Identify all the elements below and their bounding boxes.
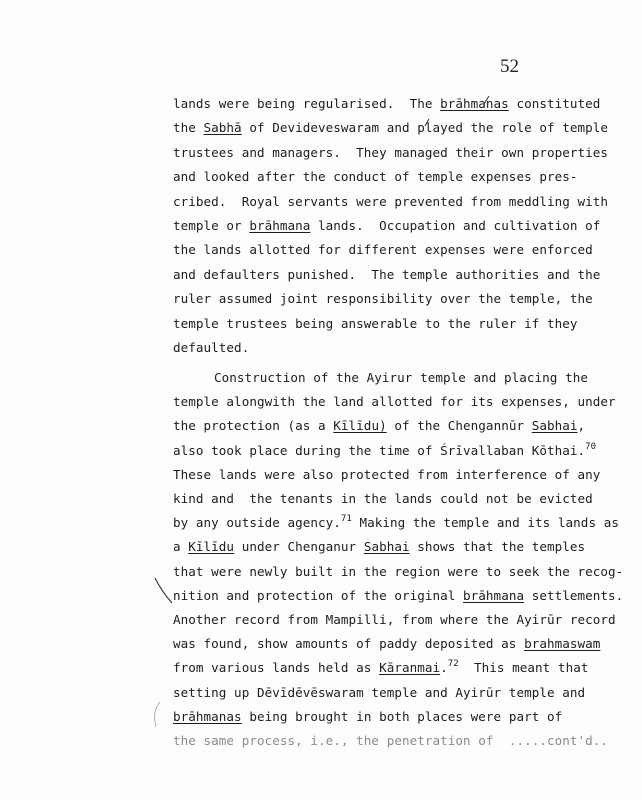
text-segment: the same process, i.e., the penetration of .....cont'd.. bbox=[173, 733, 609, 748]
underlined-term: brahmaswam bbox=[524, 636, 601, 652]
footnote-ref: 71 bbox=[340, 514, 352, 525]
text-line bbox=[173, 588, 623, 604]
text-line bbox=[173, 709, 562, 725]
text-line bbox=[173, 340, 249, 356]
accent-mark bbox=[482, 95, 492, 105]
text-segment: the protection (as a bbox=[173, 418, 334, 434]
text-segment: temple or bbox=[173, 218, 250, 233]
text-segment: trustees and managers. They managed their own properties bbox=[173, 144, 609, 160]
text-line bbox=[173, 539, 585, 555]
text-segment: temple trustees being answerable to the ruler if they bbox=[173, 315, 578, 331]
text-segment: , bbox=[577, 418, 586, 434]
text-segment: by any outside agency. bbox=[173, 515, 341, 531]
text-line bbox=[173, 194, 608, 210]
underlined-term: brāhmanas bbox=[173, 708, 242, 724]
text-segment: temple alongwith the land allotted for its expenses, under bbox=[173, 394, 616, 410]
underlined-term: Sabhai bbox=[363, 539, 410, 555]
text-segment: Construction of the Ayirur temple and placing the bbox=[214, 370, 588, 385]
text-segment: lands. Occupation and cultivation of bbox=[310, 218, 601, 233]
text-segment: being brought in both places were part of bbox=[241, 708, 563, 724]
text-line bbox=[173, 267, 600, 283]
text-segment: cribed. Royal servants were prevented from meddling with bbox=[173, 193, 609, 209]
text-line bbox=[173, 418, 585, 434]
text-line bbox=[173, 685, 585, 701]
text-segment: shows that the temples bbox=[409, 539, 586, 555]
text-segment: Another record from Mampilli, from where the Ayirūr record bbox=[173, 612, 616, 627]
text-line bbox=[173, 636, 600, 652]
text-line bbox=[173, 733, 608, 749]
text-line bbox=[173, 169, 578, 185]
text-segment: and looked after the conduct of temple expenses pres- bbox=[173, 169, 578, 185]
accent-mark bbox=[423, 117, 433, 127]
underlined-term: brāhmana bbox=[463, 587, 525, 603]
text-segment: defaulted. bbox=[173, 340, 250, 355]
text-line bbox=[173, 316, 578, 332]
text-segment: Making the temple and its lands as bbox=[351, 515, 619, 531]
text-segment: also took place during the time of Śrīvallaban Kōthai. bbox=[173, 442, 586, 458]
text-line bbox=[173, 394, 616, 410]
text-segment: was found, show amounts of paddy deposited as bbox=[173, 636, 525, 652]
underlined-term: Kīlīdu) bbox=[333, 418, 387, 434]
text-line bbox=[173, 120, 608, 136]
underlined-term: Sabhai bbox=[531, 418, 578, 434]
underlined-term: Sabhā bbox=[203, 120, 242, 136]
text-segment: nition and protection of the original bbox=[173, 587, 464, 603]
underlined-term: Kāranmai bbox=[379, 660, 441, 676]
underlined-term: brāhmanas bbox=[440, 96, 509, 111]
underlined-term: Kīlīdu bbox=[188, 539, 235, 555]
text-segment: under Chenganur bbox=[234, 539, 364, 555]
page-number: 52 bbox=[500, 56, 519, 77]
footnote-ref: 70 bbox=[585, 441, 597, 452]
text-line bbox=[173, 515, 619, 531]
text-segment: a bbox=[173, 539, 189, 555]
text-segment: setting up Dēvīdēvēswaram temple and Ayirūr temple and bbox=[173, 684, 586, 700]
underlined-term: brāhmana bbox=[249, 218, 311, 233]
text-segment: the lands allotted for different expenses were enforced bbox=[173, 242, 593, 258]
text-line bbox=[173, 96, 600, 112]
text-segment: that were newly built in the region were to seek the recog- bbox=[173, 563, 624, 579]
text-segment: of the Chengannūr bbox=[386, 418, 532, 434]
text-line bbox=[173, 242, 593, 258]
text-segment: These lands were also protected from interference of any bbox=[173, 466, 601, 482]
text-segment: of Devideveswaram and played the role of temple bbox=[241, 120, 609, 136]
margin-pencil-mark bbox=[150, 700, 164, 730]
text-line bbox=[173, 612, 616, 628]
text-line bbox=[173, 660, 588, 676]
text-line bbox=[173, 564, 623, 580]
text-line bbox=[173, 491, 593, 507]
text-line bbox=[214, 370, 588, 386]
text-segment: lands were being regularised. The bbox=[173, 96, 441, 111]
text-line bbox=[173, 218, 600, 234]
text-segment: . bbox=[440, 660, 448, 676]
text-line bbox=[173, 291, 593, 307]
text-line bbox=[173, 443, 596, 459]
text-segment: ruler assumed joint responsibility over the temple, the bbox=[173, 291, 593, 307]
text-segment: kind and the tenants in the lands could not be evicted bbox=[173, 491, 593, 506]
text-line bbox=[173, 145, 608, 161]
text-segment: and defaulters punished. The temple authorities and the bbox=[173, 266, 601, 282]
text-segment: constituted bbox=[508, 96, 601, 111]
margin-pen-mark bbox=[152, 576, 176, 606]
text-segment: the bbox=[173, 120, 204, 136]
text-segment: from various lands held as bbox=[173, 660, 380, 676]
text-segment: This meant that bbox=[458, 660, 589, 676]
footnote-ref: 72 bbox=[447, 659, 459, 670]
text-segment: settlements. bbox=[524, 587, 624, 603]
text-line bbox=[173, 467, 600, 483]
